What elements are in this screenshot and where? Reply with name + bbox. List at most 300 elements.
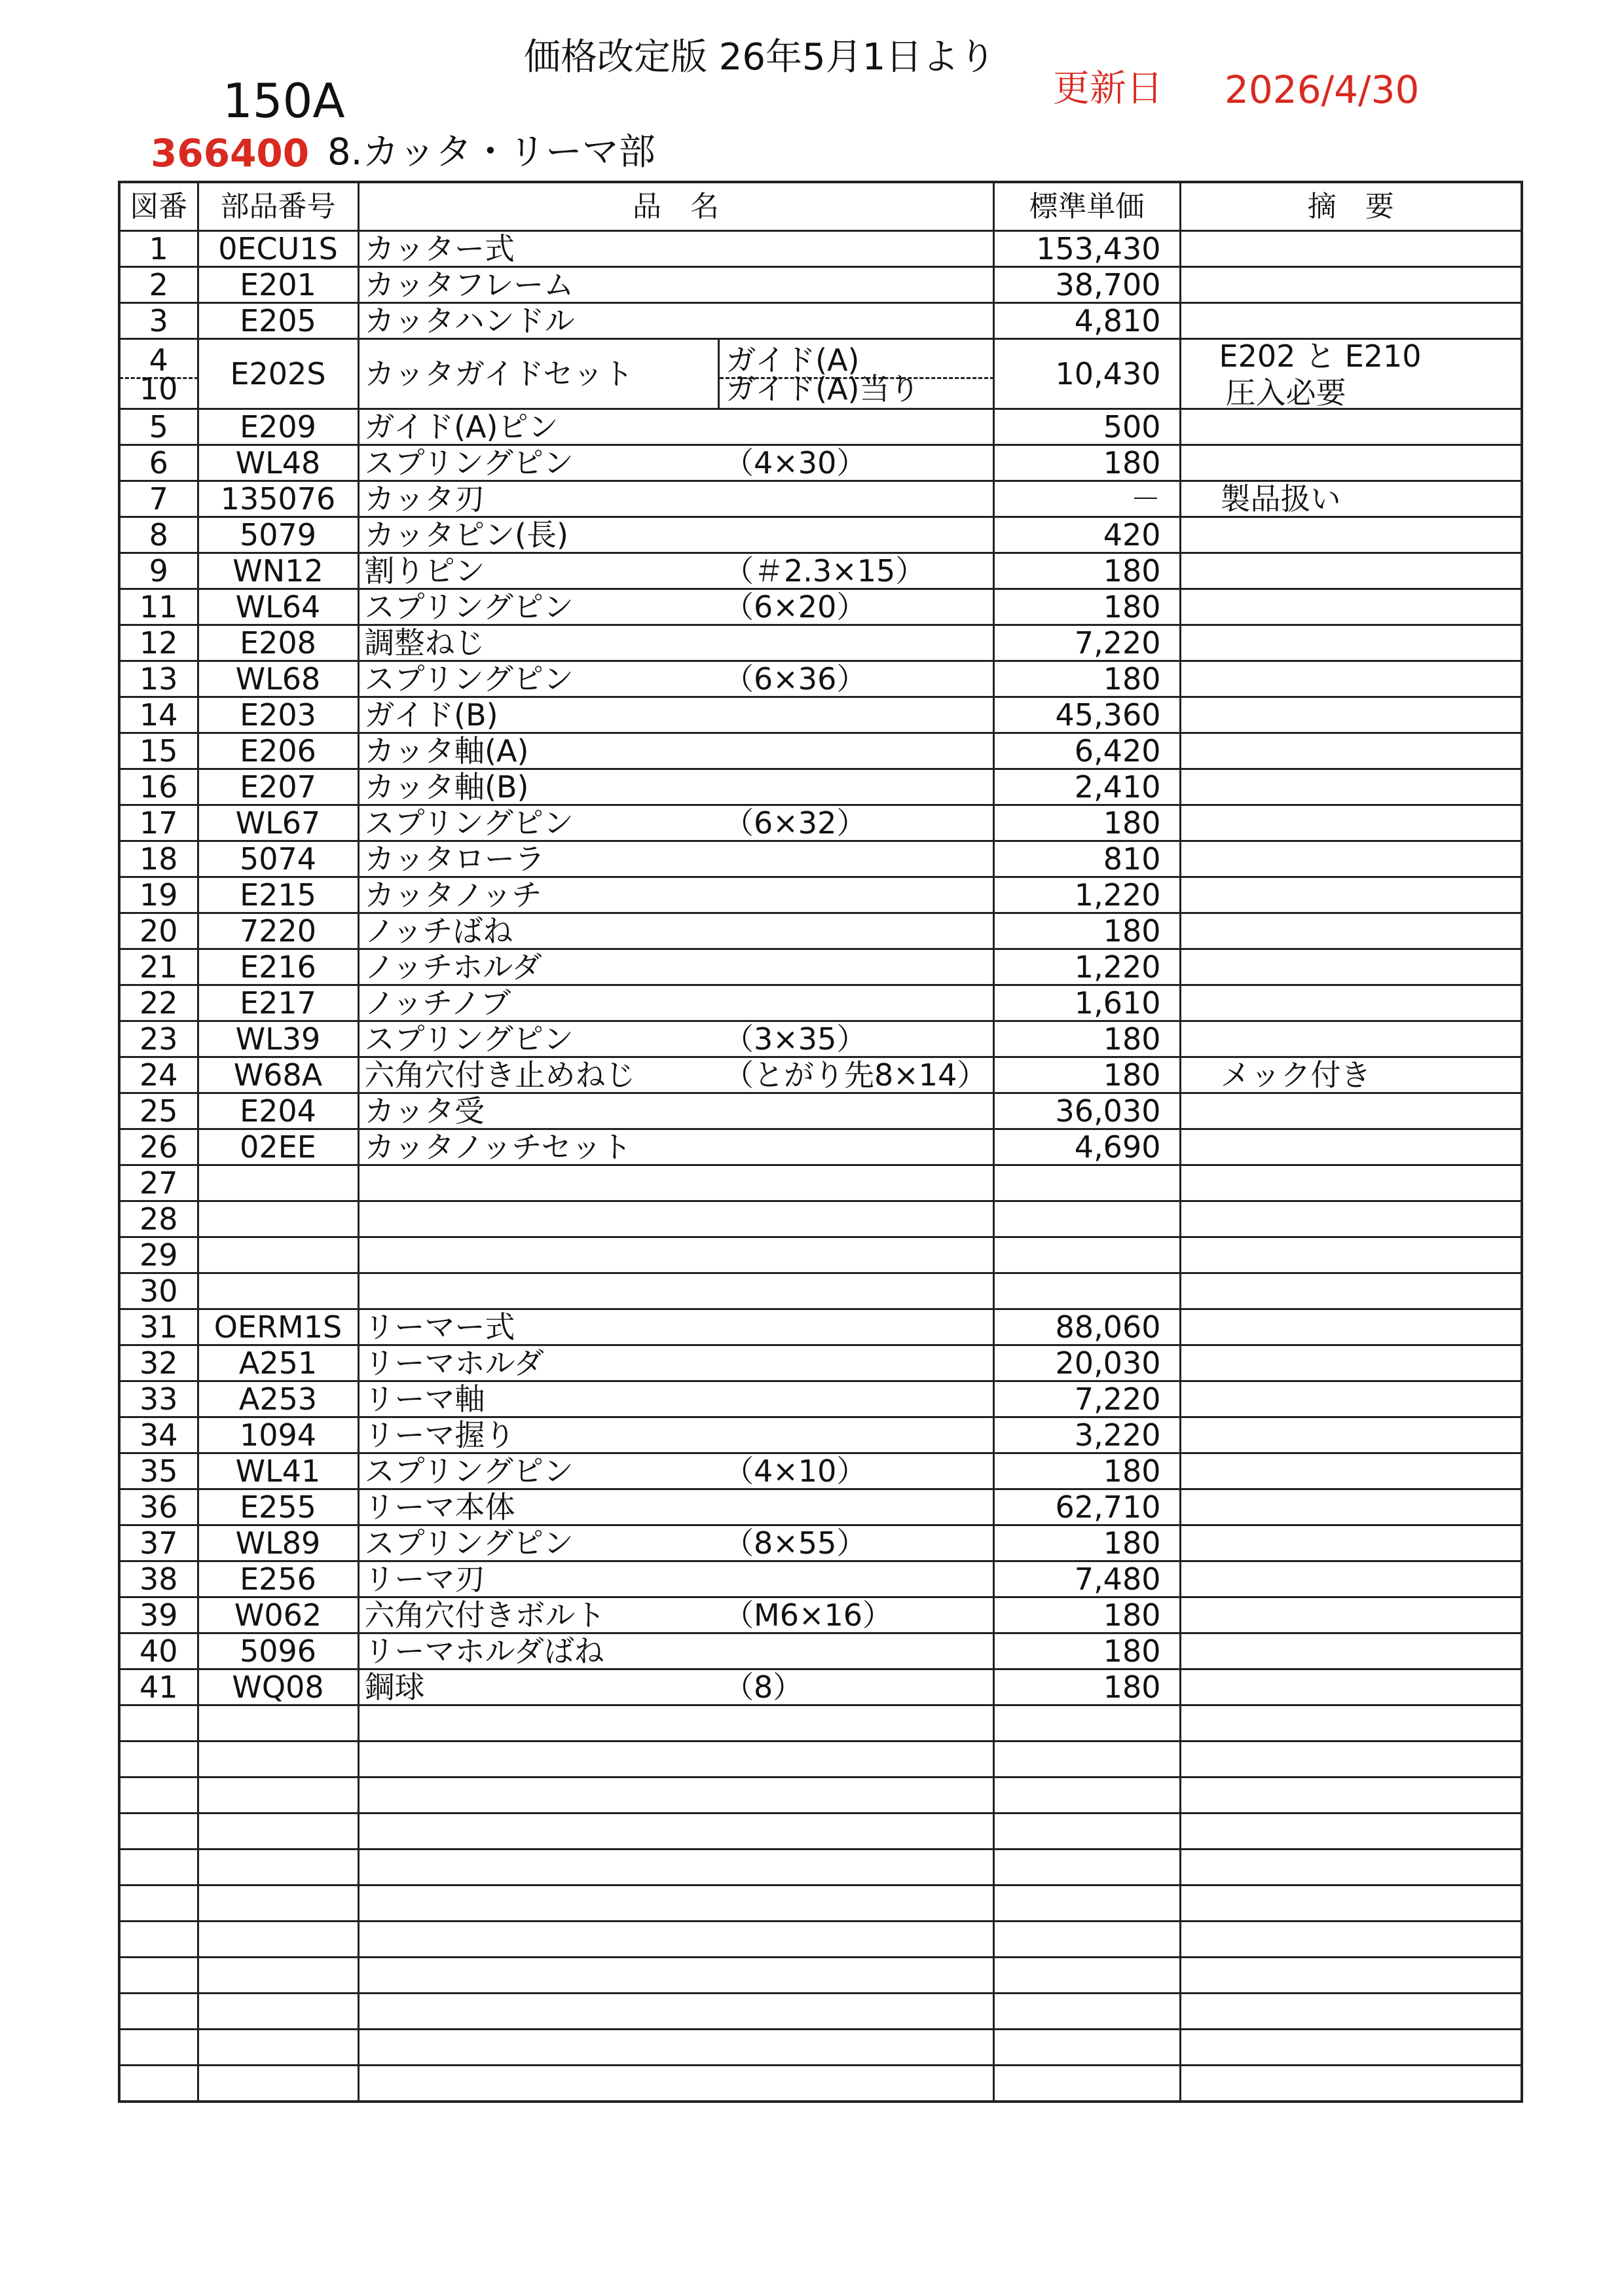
unit-price: － bbox=[993, 481, 1180, 517]
part-number: WL67 bbox=[198, 805, 358, 841]
part-name: リーマ本体 bbox=[358, 1489, 718, 1525]
part-spec bbox=[718, 913, 993, 949]
row-number: 25 bbox=[119, 1093, 198, 1129]
part-name bbox=[358, 1777, 718, 1813]
row-number: 15 bbox=[119, 733, 198, 769]
table-row bbox=[119, 1850, 1522, 1886]
part-spec: （4×30） bbox=[718, 445, 993, 481]
part-name: リーマ握り bbox=[358, 1417, 718, 1453]
part-name: カッタローラ bbox=[358, 841, 718, 877]
row-number bbox=[119, 1741, 198, 1777]
part-spec bbox=[718, 2030, 993, 2066]
table-row bbox=[119, 1273, 1522, 1309]
part-name bbox=[358, 1922, 718, 1958]
row-number: 18 bbox=[119, 841, 198, 877]
split-row-part: E202S bbox=[198, 339, 358, 409]
part-name bbox=[358, 1705, 718, 1741]
unit-price: 45,360 bbox=[993, 697, 1180, 733]
row-number: 7 bbox=[119, 481, 198, 517]
part-number bbox=[198, 1922, 358, 1958]
part-spec bbox=[718, 267, 993, 303]
part-name: カッタ軸(A) bbox=[358, 733, 718, 769]
part-number: 5074 bbox=[198, 841, 358, 877]
table-row bbox=[119, 913, 1522, 949]
table-body-top bbox=[119, 231, 1522, 339]
unit-price: 180 bbox=[993, 661, 1180, 697]
remarks bbox=[1180, 877, 1522, 913]
unit-price: 180 bbox=[993, 553, 1180, 589]
table-row bbox=[119, 1237, 1522, 1273]
row-number: 2 bbox=[119, 267, 198, 303]
part-spec: （＃2.3×15） bbox=[718, 553, 993, 589]
table-row bbox=[119, 1669, 1522, 1705]
col-header-note: 摘 要 bbox=[1180, 182, 1522, 231]
row-number: 37 bbox=[119, 1525, 198, 1561]
remarks bbox=[1180, 1021, 1522, 1057]
table-row bbox=[119, 2066, 1522, 2102]
remarks bbox=[1180, 2030, 1522, 2066]
split-row-spec-top: ガイド(A) bbox=[726, 342, 860, 378]
part-spec bbox=[718, 517, 993, 553]
table-row bbox=[119, 949, 1522, 985]
part-number: WL48 bbox=[198, 445, 358, 481]
unit-price bbox=[993, 1705, 1180, 1741]
part-number bbox=[198, 1273, 358, 1309]
split-row-number-cell bbox=[119, 339, 198, 409]
part-name: ノッチノブ bbox=[358, 985, 718, 1021]
unit-price bbox=[993, 1850, 1180, 1886]
part-name: ノッチばね bbox=[358, 913, 718, 949]
split-row-note-bottom: 圧入必要 bbox=[1225, 375, 1346, 409]
row-number: 33 bbox=[119, 1381, 198, 1417]
part-number: E205 bbox=[198, 303, 358, 339]
table-row-split bbox=[119, 339, 1522, 409]
row-number bbox=[119, 2066, 198, 2102]
unit-price: 4,810 bbox=[993, 303, 1180, 339]
part-number: 7220 bbox=[198, 913, 358, 949]
split-row-spec-cell bbox=[718, 339, 993, 409]
table-row bbox=[119, 661, 1522, 697]
part-number: E209 bbox=[198, 409, 358, 445]
row-number: 11 bbox=[119, 589, 198, 625]
col-header-name: 品 名 bbox=[358, 182, 993, 231]
row-number: 28 bbox=[119, 1201, 198, 1237]
part-name bbox=[358, 1994, 718, 2030]
table-row bbox=[119, 1417, 1522, 1453]
part-name: カッタフレーム bbox=[358, 267, 718, 303]
part-spec: （3×35） bbox=[718, 1021, 993, 1057]
row-number bbox=[119, 1813, 198, 1850]
table-row bbox=[119, 589, 1522, 625]
part-number: E216 bbox=[198, 949, 358, 985]
unit-price: 7,480 bbox=[993, 1561, 1180, 1597]
part-spec bbox=[718, 1417, 993, 1453]
part-number: E256 bbox=[198, 1561, 358, 1597]
part-spec bbox=[718, 1741, 993, 1777]
remarks bbox=[1180, 1273, 1522, 1309]
row-number: 39 bbox=[119, 1597, 198, 1633]
remarks bbox=[1180, 2066, 1522, 2102]
part-number: 5096 bbox=[198, 1633, 358, 1669]
table-body-split bbox=[119, 339, 1522, 409]
unit-price: 62,710 bbox=[993, 1489, 1180, 1525]
part-spec bbox=[718, 1777, 993, 1813]
row-number: 38 bbox=[119, 1561, 198, 1597]
part-number: WL41 bbox=[198, 1453, 358, 1489]
part-number: WL39 bbox=[198, 1021, 358, 1057]
table-row bbox=[119, 805, 1522, 841]
part-spec bbox=[718, 877, 993, 913]
unit-price: 180 bbox=[993, 445, 1180, 481]
remarks bbox=[1180, 267, 1522, 303]
part-number: WN12 bbox=[198, 553, 358, 589]
split-row-note-top: E202 と E210 bbox=[1219, 338, 1422, 374]
part-name: カッタ受 bbox=[358, 1093, 718, 1129]
part-spec: （8） bbox=[718, 1669, 993, 1705]
part-number bbox=[198, 1201, 358, 1237]
unit-price: 420 bbox=[993, 517, 1180, 553]
part-spec bbox=[718, 303, 993, 339]
model-number: 150A bbox=[223, 73, 345, 128]
table-row bbox=[119, 1705, 1522, 1741]
remarks bbox=[1180, 985, 1522, 1021]
row-number: 1 bbox=[119, 231, 198, 267]
table-row bbox=[119, 409, 1522, 445]
part-spec bbox=[718, 1813, 993, 1850]
col-header-price: 標準単価 bbox=[993, 182, 1180, 231]
remarks bbox=[1180, 1633, 1522, 1669]
part-name: リーマホルダばね bbox=[358, 1633, 718, 1669]
table-row bbox=[119, 697, 1522, 733]
row-number: 36 bbox=[119, 1489, 198, 1525]
part-spec bbox=[718, 1850, 993, 1886]
part-name: カッタ軸(B) bbox=[358, 769, 718, 805]
part-number: WQ08 bbox=[198, 1669, 358, 1705]
part-number bbox=[198, 1741, 358, 1777]
unit-price: 20,030 bbox=[993, 1345, 1180, 1381]
unit-price: 153,430 bbox=[993, 231, 1180, 267]
unit-price bbox=[993, 1273, 1180, 1309]
remarks bbox=[1180, 517, 1522, 553]
unit-price: 180 bbox=[993, 589, 1180, 625]
part-spec bbox=[718, 1561, 993, 1597]
split-row-spec-bottom: ガイド(A)当り bbox=[726, 371, 920, 407]
part-number bbox=[198, 1705, 358, 1741]
part-spec: （6×20） bbox=[718, 589, 993, 625]
part-spec bbox=[718, 1886, 993, 1922]
part-name: ノッチホルダ bbox=[358, 949, 718, 985]
remarks bbox=[1180, 303, 1522, 339]
part-name: 六角穴付きボルト bbox=[358, 1597, 718, 1633]
unit-price: 36,030 bbox=[993, 1093, 1180, 1129]
row-number bbox=[119, 1886, 198, 1922]
part-name: スプリングピン bbox=[358, 1525, 718, 1561]
part-number: E255 bbox=[198, 1489, 358, 1525]
table-row bbox=[119, 733, 1522, 769]
remarks bbox=[1180, 1453, 1522, 1489]
unit-price bbox=[993, 2066, 1180, 2102]
part-spec bbox=[718, 1093, 993, 1129]
row-number: 41 bbox=[119, 1669, 198, 1705]
row-number: 34 bbox=[119, 1417, 198, 1453]
row-number: 35 bbox=[119, 1453, 198, 1489]
unit-price bbox=[993, 1813, 1180, 1850]
unit-price: 1,220 bbox=[993, 949, 1180, 985]
part-spec bbox=[718, 733, 993, 769]
part-spec bbox=[718, 985, 993, 1021]
part-spec bbox=[718, 1165, 993, 1201]
unit-price bbox=[993, 1237, 1180, 1273]
part-name: カッタノッチ bbox=[358, 877, 718, 913]
part-spec: （6×32） bbox=[718, 805, 993, 841]
table-row bbox=[119, 445, 1522, 481]
row-number: 23 bbox=[119, 1021, 198, 1057]
unit-price: 180 bbox=[993, 1453, 1180, 1489]
part-name: カッタハンドル bbox=[358, 303, 718, 339]
remarks bbox=[1180, 1958, 1522, 1994]
part-number bbox=[198, 1886, 358, 1922]
part-spec bbox=[718, 1381, 993, 1417]
part-spec bbox=[718, 1958, 993, 1994]
row-number bbox=[119, 1777, 198, 1813]
part-spec: （M6×16） bbox=[718, 1597, 993, 1633]
remarks bbox=[1180, 805, 1522, 841]
table-row bbox=[119, 1777, 1522, 1813]
remarks bbox=[1180, 625, 1522, 661]
remarks bbox=[1180, 1813, 1522, 1850]
part-number: 02EE bbox=[198, 1129, 358, 1165]
updated-label: 更新日 bbox=[1053, 67, 1163, 110]
row-number: 14 bbox=[119, 697, 198, 733]
row-number: 20 bbox=[119, 913, 198, 949]
remarks bbox=[1180, 1561, 1522, 1597]
part-name: ガイド(A)ピン bbox=[358, 409, 718, 445]
part-number bbox=[198, 1994, 358, 2030]
part-number bbox=[198, 2030, 358, 2066]
part-spec bbox=[718, 769, 993, 805]
remarks bbox=[1180, 1237, 1522, 1273]
unit-price: 1,220 bbox=[993, 877, 1180, 913]
part-name: 調整ねじ bbox=[358, 625, 718, 661]
remarks bbox=[1180, 1129, 1522, 1165]
part-name: ガイド(B) bbox=[358, 697, 718, 733]
remarks bbox=[1180, 661, 1522, 697]
remarks bbox=[1180, 841, 1522, 877]
unit-price: 180 bbox=[993, 913, 1180, 949]
split-row-price: 10,430 bbox=[993, 339, 1180, 409]
part-name: リーマホルダ bbox=[358, 1345, 718, 1381]
table-row bbox=[119, 1525, 1522, 1561]
part-name: 六角穴付き止めねじ bbox=[358, 1057, 718, 1093]
unit-price: 2,410 bbox=[993, 769, 1180, 805]
table-row bbox=[119, 1345, 1522, 1381]
table-row bbox=[119, 1453, 1522, 1489]
table-row bbox=[119, 625, 1522, 661]
table-row bbox=[119, 1633, 1522, 1669]
part-number: WL89 bbox=[198, 1525, 358, 1561]
part-spec bbox=[718, 1309, 993, 1345]
part-number: 135076 bbox=[198, 481, 358, 517]
part-spec bbox=[718, 1201, 993, 1237]
section-title: 8.カッタ・リーマ部 bbox=[327, 131, 655, 173]
unit-price bbox=[993, 1994, 1180, 2030]
part-name bbox=[358, 1273, 718, 1309]
remarks bbox=[1180, 1850, 1522, 1886]
unit-price: 180 bbox=[993, 1633, 1180, 1669]
remarks bbox=[1180, 1886, 1522, 1922]
part-spec bbox=[718, 1129, 993, 1165]
part-spec bbox=[718, 1273, 993, 1309]
table-header-row bbox=[119, 182, 1522, 231]
row-number: 22 bbox=[119, 985, 198, 1021]
row-number: 29 bbox=[119, 1237, 198, 1273]
remarks bbox=[1180, 1669, 1522, 1705]
part-name: スプリングピン bbox=[358, 661, 718, 697]
part-spec bbox=[718, 625, 993, 661]
part-name: スプリングピン bbox=[358, 1021, 718, 1057]
part-spec bbox=[718, 1705, 993, 1741]
remarks bbox=[1180, 445, 1522, 481]
unit-price bbox=[993, 1922, 1180, 1958]
remarks bbox=[1180, 1705, 1522, 1741]
part-name: カッタノッチセット bbox=[358, 1129, 718, 1165]
unit-price: 4,690 bbox=[993, 1129, 1180, 1165]
part-name bbox=[358, 1165, 718, 1201]
part-name: スプリングピン bbox=[358, 1453, 718, 1489]
col-header-no: 図番 bbox=[119, 182, 198, 231]
unit-price: 180 bbox=[993, 1057, 1180, 1093]
table-row bbox=[119, 303, 1522, 339]
part-number bbox=[198, 1237, 358, 1273]
row-number: 40 bbox=[119, 1633, 198, 1669]
updated-date: 2026/4/30 bbox=[1225, 67, 1420, 112]
part-spec: （4×10） bbox=[718, 1453, 993, 1489]
unit-price: 88,060 bbox=[993, 1309, 1180, 1345]
remarks bbox=[1180, 231, 1522, 267]
unit-price: 7,220 bbox=[993, 1381, 1180, 1417]
table-row bbox=[119, 841, 1522, 877]
part-spec bbox=[718, 1237, 993, 1273]
table-row bbox=[119, 769, 1522, 805]
row-number: 27 bbox=[119, 1165, 198, 1201]
part-number: WL68 bbox=[198, 661, 358, 697]
unit-price: 3,220 bbox=[993, 1417, 1180, 1453]
table-row bbox=[119, 1057, 1522, 1093]
part-spec bbox=[718, 949, 993, 985]
unit-price: 180 bbox=[993, 1021, 1180, 1057]
col-header-part: 部品番号 bbox=[198, 182, 358, 231]
unit-price: 180 bbox=[993, 805, 1180, 841]
part-number bbox=[198, 1165, 358, 1201]
remarks bbox=[1180, 1345, 1522, 1381]
part-number: 1094 bbox=[198, 1417, 358, 1453]
remarks bbox=[1180, 1525, 1522, 1561]
part-spec bbox=[718, 1994, 993, 2030]
part-name: カッタピン(長) bbox=[358, 517, 718, 553]
row-number: 32 bbox=[119, 1345, 198, 1381]
unit-price: 500 bbox=[993, 409, 1180, 445]
remarks bbox=[1180, 1165, 1522, 1201]
remarks bbox=[1180, 409, 1522, 445]
part-number: E201 bbox=[198, 267, 358, 303]
split-row-name: カッタガイドセット bbox=[358, 339, 718, 409]
part-number: A253 bbox=[198, 1381, 358, 1417]
split-row-number-bottom: 10 bbox=[139, 371, 178, 407]
table-row bbox=[119, 1922, 1522, 1958]
part-name bbox=[358, 1741, 718, 1777]
row-number bbox=[119, 1922, 198, 1958]
table-body-main bbox=[119, 409, 1522, 2102]
document-title: 価格改定版 26年5月1日より bbox=[524, 36, 996, 79]
part-number: 0ECU1S bbox=[198, 231, 358, 267]
unit-price bbox=[993, 1165, 1180, 1201]
part-spec bbox=[718, 2066, 993, 2102]
unit-price: 180 bbox=[993, 1669, 1180, 1705]
table-row bbox=[119, 1561, 1522, 1597]
remarks bbox=[1180, 1922, 1522, 1958]
part-name bbox=[358, 1237, 718, 1273]
remarks bbox=[1180, 1597, 1522, 1633]
unit-price bbox=[993, 1201, 1180, 1237]
table-row bbox=[119, 481, 1522, 517]
parts-price-table bbox=[118, 181, 1523, 2103]
remarks bbox=[1180, 1417, 1522, 1453]
part-number: E203 bbox=[198, 697, 358, 733]
row-number bbox=[119, 1850, 198, 1886]
part-number: WL64 bbox=[198, 589, 358, 625]
part-name: スプリングピン bbox=[358, 589, 718, 625]
remarks bbox=[1180, 1093, 1522, 1129]
part-number: OERM1S bbox=[198, 1309, 358, 1345]
row-number: 16 bbox=[119, 769, 198, 805]
table-row bbox=[119, 553, 1522, 589]
part-number: W68A bbox=[198, 1057, 358, 1093]
row-number: 19 bbox=[119, 877, 198, 913]
table-row bbox=[119, 1381, 1522, 1417]
part-spec bbox=[718, 481, 993, 517]
table-row bbox=[119, 1886, 1522, 1922]
part-name bbox=[358, 1201, 718, 1237]
part-spec bbox=[718, 841, 993, 877]
table-row bbox=[119, 2030, 1522, 2066]
part-number: E204 bbox=[198, 1093, 358, 1129]
part-number: A251 bbox=[198, 1345, 358, 1381]
remarks bbox=[1180, 1994, 1522, 2030]
part-name: 鋼球 bbox=[358, 1669, 718, 1705]
table-row bbox=[119, 1597, 1522, 1633]
remarks bbox=[1180, 733, 1522, 769]
part-number: E206 bbox=[198, 733, 358, 769]
remarks bbox=[1180, 949, 1522, 985]
row-number: 3 bbox=[119, 303, 198, 339]
unit-price bbox=[993, 2030, 1180, 2066]
part-name: スプリングピン bbox=[358, 805, 718, 841]
remarks bbox=[1180, 697, 1522, 733]
row-number: 31 bbox=[119, 1309, 198, 1345]
unit-price: 7,220 bbox=[993, 625, 1180, 661]
table-row bbox=[119, 517, 1522, 553]
remarks bbox=[1180, 553, 1522, 589]
part-name: リーマー式 bbox=[358, 1309, 718, 1345]
part-number: W062 bbox=[198, 1597, 358, 1633]
part-name: スプリングピン bbox=[358, 445, 718, 481]
part-number: 5079 bbox=[198, 517, 358, 553]
part-spec bbox=[718, 1633, 993, 1669]
part-spec: （6×36） bbox=[718, 661, 993, 697]
remarks bbox=[1180, 589, 1522, 625]
remarks: メック付き bbox=[1180, 1057, 1522, 1093]
row-number bbox=[119, 2030, 198, 2066]
